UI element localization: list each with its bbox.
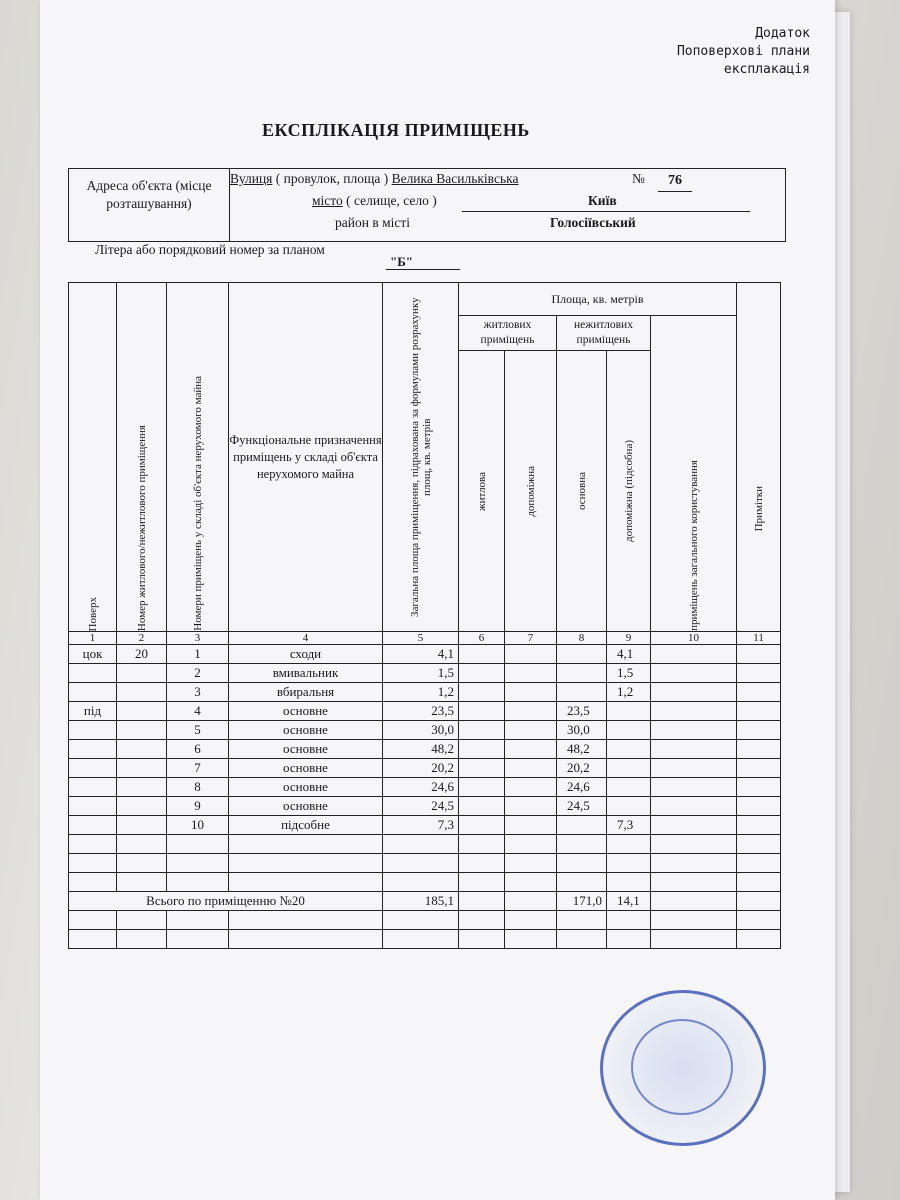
empty-cell — [167, 911, 229, 930]
room-cell: 8 — [167, 778, 229, 797]
appendix-line-3: експлакація — [723, 62, 810, 77]
table-row — [69, 645, 781, 664]
total-area-cell: 24,5 — [383, 797, 459, 816]
empty-row — [69, 873, 781, 892]
col-notes-header: Примітки — [737, 283, 781, 632]
room-cell: 1 — [167, 645, 229, 664]
empty-cell — [117, 873, 167, 892]
room-cell: 9 — [167, 797, 229, 816]
total-area-cell: 23,5 — [383, 702, 459, 721]
empty-cell — [229, 930, 383, 949]
column-number: 3 — [167, 632, 229, 645]
floor-cell — [69, 816, 117, 835]
empty-cell — [459, 873, 505, 892]
appendix-line-1: Додаток — [755, 26, 810, 41]
table-row — [69, 797, 781, 816]
table-row — [69, 816, 781, 835]
empty-cell — [229, 873, 383, 892]
floor-cell — [69, 759, 117, 778]
empty-cell — [607, 911, 651, 930]
aux-area-cell: 4,1 — [607, 645, 651, 664]
purpose-cell: сходи — [229, 645, 383, 664]
unit-cell — [117, 797, 167, 816]
total-area-sum: 185,1 — [383, 892, 459, 911]
plan-letter-label: Літера або порядковий номер за планом — [95, 242, 325, 257]
unit-cell — [117, 721, 167, 740]
auxiliary-cell — [505, 664, 557, 683]
purpose-cell: основне — [229, 797, 383, 816]
column-number: 10 — [651, 632, 737, 645]
common-use-cell — [651, 664, 737, 683]
floor-cell — [69, 740, 117, 759]
auxiliary-cell — [505, 797, 557, 816]
unit-cell — [117, 664, 167, 683]
column-number: 4 — [229, 632, 383, 645]
living-cell — [459, 816, 505, 835]
auxiliary-cell — [505, 645, 557, 664]
unit-cell — [117, 740, 167, 759]
main-area-cell: 24,5 — [557, 797, 607, 816]
empty-cell — [459, 854, 505, 873]
empty-row — [69, 911, 781, 930]
column-number: 6 — [459, 632, 505, 645]
notes-cell — [737, 683, 781, 702]
floor-cell — [69, 721, 117, 740]
common-use-cell — [651, 759, 737, 778]
column-number: 11 — [737, 632, 781, 645]
empty-cell — [229, 854, 383, 873]
room-cell: 5 — [167, 721, 229, 740]
empty-cell — [505, 854, 557, 873]
main-area-cell — [557, 664, 607, 683]
empty-cell — [167, 835, 229, 854]
purpose-cell: основне — [229, 778, 383, 797]
table-row — [69, 664, 781, 683]
empty-cell — [505, 835, 557, 854]
purpose-cell: основне — [229, 721, 383, 740]
stamp-inner-ring — [631, 1019, 733, 1115]
address-block — [68, 168, 786, 242]
bti-stamp — [600, 990, 766, 1146]
empty-cell — [557, 873, 607, 892]
common-use-cell — [651, 721, 737, 740]
col-rooms-header: Номери приміщень у складі об'єкта нерухомого майна — [167, 283, 229, 632]
floor-cell — [69, 778, 117, 797]
col-purpose-header: Функціональне призначення приміщень у складі об'єкта нерухомого майна — [229, 283, 383, 632]
auxiliary-cell — [505, 759, 557, 778]
room-cell: 7 — [167, 759, 229, 778]
empty-cell — [229, 835, 383, 854]
room-cell: 10 — [167, 816, 229, 835]
aux-area-cell — [607, 721, 651, 740]
empty-cell — [69, 930, 117, 949]
table-row — [69, 683, 781, 702]
living-cell — [459, 759, 505, 778]
empty-cell — [651, 930, 737, 949]
column-number: 2 — [117, 632, 167, 645]
common-use-cell — [651, 683, 737, 702]
empty-cell — [651, 873, 737, 892]
room-cell: 4 — [167, 702, 229, 721]
total-area-cell: 20,2 — [383, 759, 459, 778]
purpose-cell: основне — [229, 702, 383, 721]
table-row — [69, 759, 781, 778]
empty-cell — [167, 930, 229, 949]
column-number: 1 — [69, 632, 117, 645]
purpose-cell: основне — [229, 759, 383, 778]
table-row — [69, 702, 781, 721]
living-cell — [459, 664, 505, 683]
notes-cell — [737, 664, 781, 683]
empty-cell — [117, 835, 167, 854]
empty-cell — [607, 835, 651, 854]
street-hint: ( провулок, площа ) — [272, 171, 392, 186]
living-cell — [459, 645, 505, 664]
empty-cell — [737, 854, 781, 873]
empty-cell — [737, 911, 781, 930]
col-living-header: житлова — [459, 351, 505, 632]
empty-cell — [505, 930, 557, 949]
floor-cell — [69, 664, 117, 683]
total-area-cell: 1,5 — [383, 664, 459, 683]
nonresidential-header: нежитлових приміщень — [557, 316, 651, 351]
main-area-cell: 24,6 — [557, 778, 607, 797]
notes-cell — [737, 721, 781, 740]
unit-cell — [117, 778, 167, 797]
living-cell — [459, 702, 505, 721]
main-area-cell — [557, 683, 607, 702]
room-cell: 3 — [167, 683, 229, 702]
common-use-cell — [651, 740, 737, 759]
address-body — [230, 169, 786, 242]
empty-cell — [117, 911, 167, 930]
unit-cell — [117, 816, 167, 835]
auxiliary-cell — [505, 721, 557, 740]
empty-cell — [651, 911, 737, 930]
aux-area-cell — [607, 759, 651, 778]
empty-cell — [557, 911, 607, 930]
empty-cell — [557, 835, 607, 854]
unit-cell — [117, 702, 167, 721]
empty-cell — [607, 873, 651, 892]
auxiliary-cell — [505, 778, 557, 797]
empty-cell — [383, 835, 459, 854]
common-use-cell — [651, 778, 737, 797]
total-area-cell: 4,1 — [383, 645, 459, 664]
district-value: Голосіївський — [550, 215, 636, 230]
auxiliary-cell — [505, 816, 557, 835]
notes-cell — [737, 797, 781, 816]
main-area-cell: 23,5 — [557, 702, 607, 721]
street-value: Велика Васильківська — [391, 171, 519, 186]
empty-cell — [383, 854, 459, 873]
empty-cell — [69, 911, 117, 930]
empty-cell — [651, 854, 737, 873]
aux-area-sum: 14,1 — [607, 892, 651, 911]
living-cell — [459, 721, 505, 740]
empty-cell — [505, 873, 557, 892]
empty-cell — [383, 873, 459, 892]
number-value: 76 — [668, 173, 682, 188]
empty-cell — [117, 854, 167, 873]
unit-cell — [117, 683, 167, 702]
col-unit-header: Номер житлового/нежитлового приміщення — [117, 283, 167, 632]
empty-cell — [505, 911, 557, 930]
total-area-cell: 1,2 — [383, 683, 459, 702]
empty-cell — [69, 835, 117, 854]
total-area-cell: 30,0 — [383, 721, 459, 740]
notes-cell — [737, 778, 781, 797]
living-cell — [459, 797, 505, 816]
column-number: 7 — [505, 632, 557, 645]
common-use-cell — [651, 816, 737, 835]
unit-cell: 20 — [117, 645, 167, 664]
unit-cell — [117, 759, 167, 778]
col-aux-utility-header: допоміжна (підсобна) — [607, 351, 651, 632]
aux-area-cell — [607, 702, 651, 721]
main-area-cell — [557, 816, 607, 835]
floor-cell: під — [69, 702, 117, 721]
main-area-cell — [557, 645, 607, 664]
notes-cell — [737, 645, 781, 664]
room-cell: 2 — [167, 664, 229, 683]
table-row — [69, 778, 781, 797]
aux-area-cell: 1,2 — [607, 683, 651, 702]
plan-letter-value: "Б" — [390, 254, 414, 269]
living-cell — [459, 778, 505, 797]
purpose-cell: основне — [229, 740, 383, 759]
living-cell — [459, 683, 505, 702]
notes-cell — [737, 759, 781, 778]
aux-area-cell — [607, 740, 651, 759]
col-auxiliary-header: допоміжна — [505, 351, 557, 632]
plan-letter-underline — [386, 269, 460, 270]
common-use-cell — [651, 645, 737, 664]
main-area-cell: 48,2 — [557, 740, 607, 759]
city-hint: ( селище, село ) — [342, 193, 437, 208]
empty-cell — [69, 854, 117, 873]
aux-area-cell — [607, 797, 651, 816]
table-row — [69, 721, 781, 740]
col-total-area-header: Загальна площа приміщення, підрахована за формулами розрахунку площ, кв. метрів — [383, 283, 459, 632]
common-use-cell — [651, 702, 737, 721]
column-number: 5 — [383, 632, 459, 645]
aux-area-cell: 7,3 — [607, 816, 651, 835]
empty-cell — [167, 854, 229, 873]
total-area-cell: 24,6 — [383, 778, 459, 797]
empty-cell — [229, 911, 383, 930]
street-label: Вулиця — [230, 171, 273, 186]
notes-cell — [737, 816, 781, 835]
total-area-cell: 48,2 — [383, 740, 459, 759]
floor-cell: цок — [69, 645, 117, 664]
empty-row — [69, 835, 781, 854]
aux-area-cell — [607, 778, 651, 797]
common-use-sum — [651, 892, 737, 911]
notes-cell — [737, 740, 781, 759]
total-row — [69, 892, 781, 911]
common-use-cell — [651, 797, 737, 816]
col-floor-header: Поверх — [69, 283, 117, 632]
empty-cell — [459, 930, 505, 949]
empty-cell — [383, 911, 459, 930]
floor-cell — [69, 797, 117, 816]
empty-cell — [737, 873, 781, 892]
purpose-cell: вбиральня — [229, 683, 383, 702]
auxiliary-cell — [505, 702, 557, 721]
notes-sum — [737, 892, 781, 911]
number-label: № — [632, 171, 645, 186]
table-row — [69, 740, 781, 759]
appendix-line-2: Поповерхові плани — [676, 44, 810, 59]
rooms-table — [68, 282, 781, 949]
room-cell: 6 — [167, 740, 229, 759]
empty-row — [69, 930, 781, 949]
col-common-use-header: приміщень загального користування — [651, 316, 737, 632]
living-cell — [459, 740, 505, 759]
column-numbers-row — [69, 632, 781, 645]
purpose-cell: підсобне — [229, 816, 383, 835]
empty-cell — [459, 911, 505, 930]
auxiliary-sum — [505, 892, 557, 911]
column-number: 9 — [607, 632, 651, 645]
empty-cell — [737, 835, 781, 854]
notes-cell — [737, 702, 781, 721]
empty-cell — [737, 930, 781, 949]
empty-cell — [557, 854, 607, 873]
city-label: місто — [312, 193, 343, 208]
aux-area-cell: 1,5 — [607, 664, 651, 683]
empty-row — [69, 854, 781, 873]
column-number: 8 — [557, 632, 607, 645]
total-label: Всього по приміщенню №20 — [69, 892, 383, 911]
floor-cell — [69, 683, 117, 702]
address-label: Адреса об'єкта (місце розташування) — [69, 169, 230, 242]
district-label: район в місті — [335, 215, 411, 230]
purpose-cell: вмивальник — [229, 664, 383, 683]
document-title: ЕКСПЛІКАЦІЯ ПРИМІЩЕНЬ — [262, 120, 530, 140]
col-main-header: основна — [557, 351, 607, 632]
empty-cell — [383, 930, 459, 949]
empty-cell — [651, 835, 737, 854]
living-sum — [459, 892, 505, 911]
empty-cell — [459, 835, 505, 854]
auxiliary-cell — [505, 683, 557, 702]
main-area-cell: 30,0 — [557, 721, 607, 740]
empty-cell — [69, 873, 117, 892]
auxiliary-cell — [505, 740, 557, 759]
empty-cell — [607, 854, 651, 873]
empty-cell — [557, 930, 607, 949]
total-area-cell: 7,3 — [383, 816, 459, 835]
area-group-header: Площа, кв. метрів — [459, 283, 737, 316]
appendix-note — [640, 25, 810, 79]
residential-header: житлових приміщень — [459, 316, 557, 351]
empty-cell — [167, 873, 229, 892]
empty-cell — [117, 930, 167, 949]
main-area-cell: 20,2 — [557, 759, 607, 778]
city-value: Київ — [588, 193, 617, 208]
empty-cell — [607, 930, 651, 949]
main-area-sum: 171,0 — [557, 892, 607, 911]
